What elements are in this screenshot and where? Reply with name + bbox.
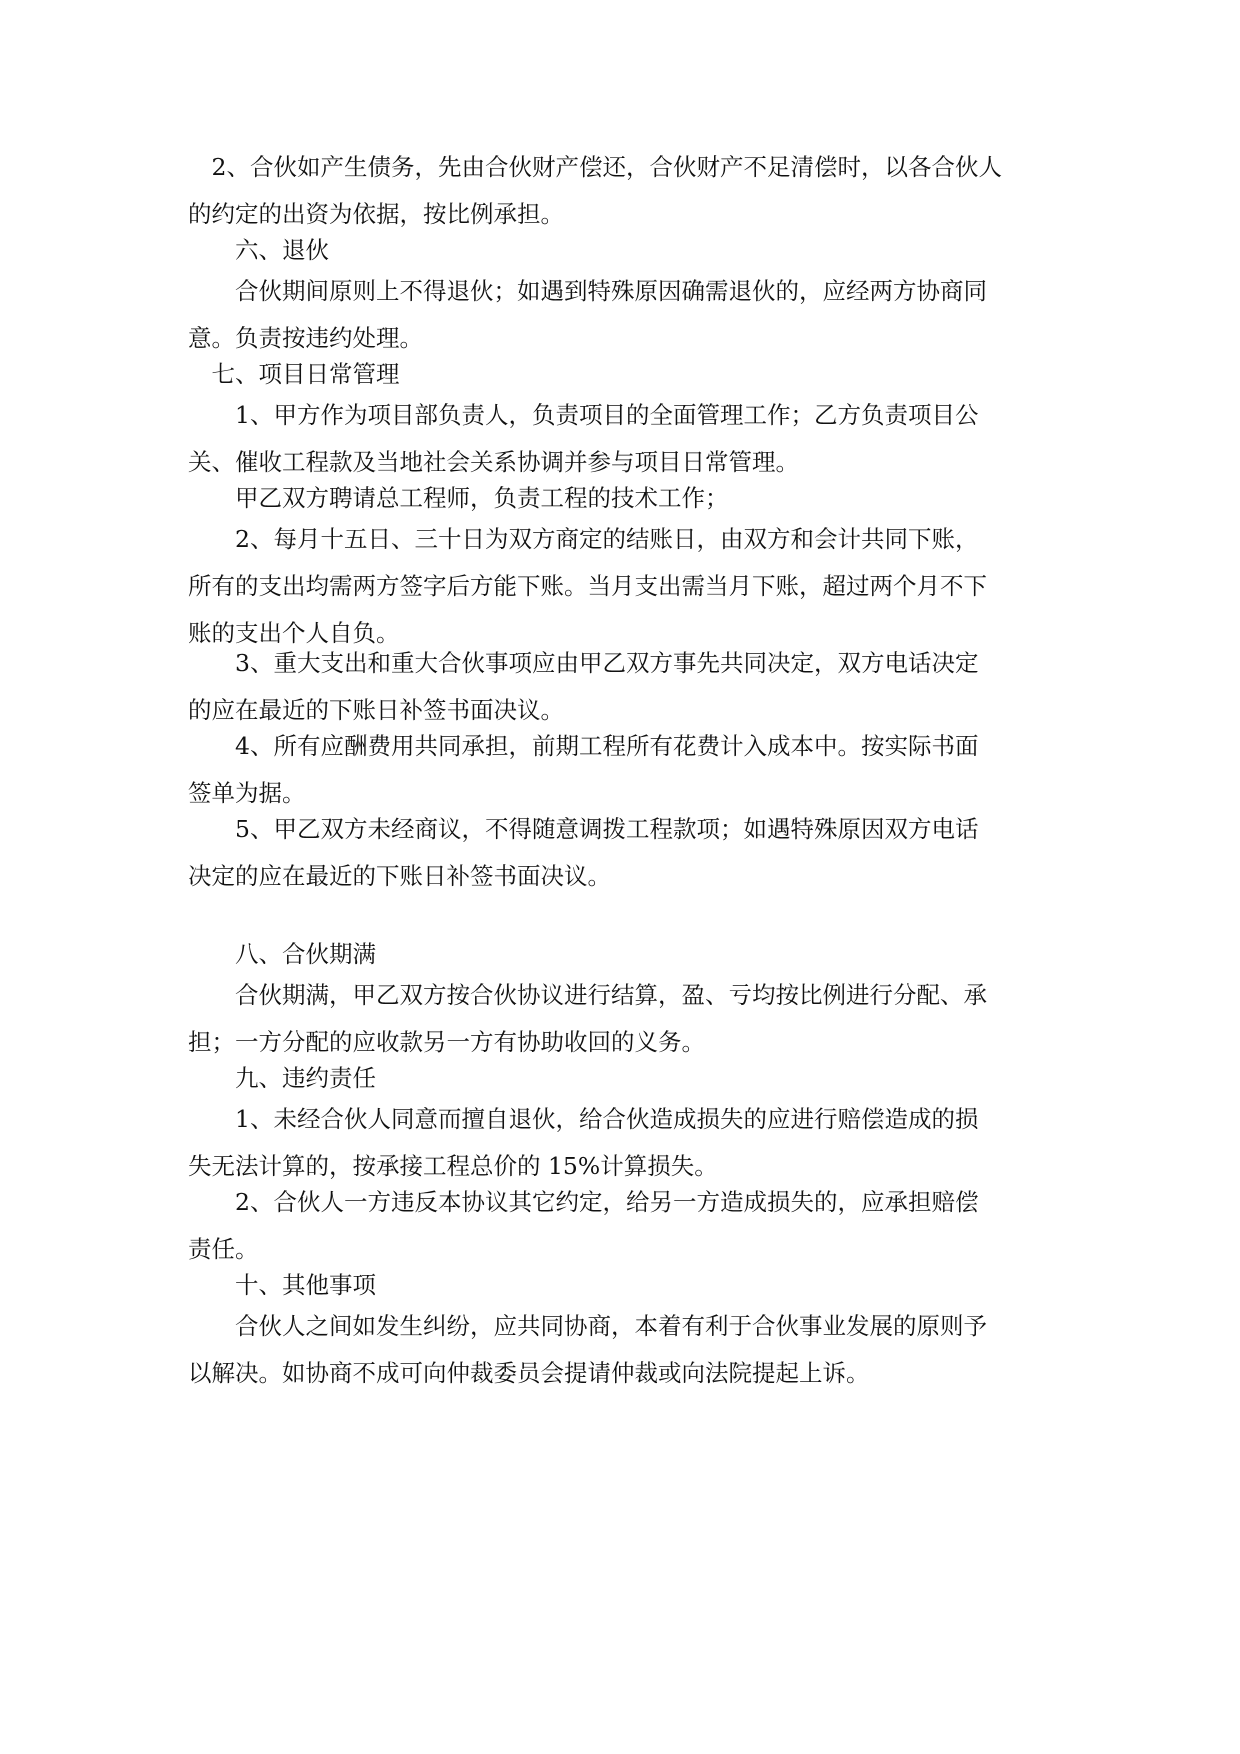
text-line: 4、所有应酬费用共同承担，前期工程所有花费计入成本中。按实际书面 (188, 732, 979, 760)
text-line: 失无法计算的，按承接工程总价的 15%计算损失。 (188, 1152, 718, 1180)
text-line: 1、未经合伙人同意而擅自退伙，给合伙造成损失的应进行赔偿造成的损 (188, 1105, 979, 1133)
text-line: 关、催收工程款及当地社会关系协调并参与项目日常管理。 (188, 448, 799, 476)
section-heading-other-matters (188, 1262, 1058, 1309)
paragraph-term-expiry (188, 972, 1058, 1066)
paragraph-management-3 (188, 640, 1058, 734)
text-line: 的应在最近的下账日补签书面决议。 (188, 696, 564, 724)
text-line: 签单为据。 (188, 779, 306, 807)
text-line: 2、合伙人一方违反本协议其它约定，给另一方造成损失的，应承担赔偿 (188, 1188, 979, 1216)
text-line: 2、每月十五日、三十日为双方商定的结账日，由双方和会计共同下账， (188, 525, 979, 553)
text-line: 合伙期满，甲乙双方按合伙协议进行结算，盈、亏均按比例进行分配、承 (188, 981, 987, 1009)
text-line: 的约定的出资为依据，按比例承担。 (188, 200, 564, 228)
paragraph-management-2 (188, 516, 1058, 657)
text-line: 账的支出个人自负。 (188, 619, 400, 647)
text-line: 十、其他事项 (188, 1271, 376, 1299)
text-line: 决定的应在最近的下账日补签书面决议。 (188, 862, 611, 890)
text-line: 担；一方分配的应收款另一方有协助收回的义务。 (188, 1028, 705, 1056)
text-line: 1、甲方作为项目部负责人，负责项目的全面管理工作；乙方负责项目公 (188, 401, 979, 429)
text-line: 2、合伙如产生债务，先由合伙财产偿还，合伙财产不足清偿时，以各合伙人 (188, 153, 1002, 181)
paragraph-chief-engineer (188, 475, 1058, 522)
section-heading-management (188, 351, 1058, 398)
paragraph-liability-1 (188, 1096, 1058, 1190)
text-line: 5、甲乙双方未经商议，不得随意调拨工程款项；如遇特殊原因双方电话 (188, 815, 979, 843)
paragraph-other-matters (188, 1303, 1058, 1397)
section-heading-withdrawal (188, 227, 1058, 274)
paragraph-management-1 (188, 392, 1058, 486)
text-line: 七、项目日常管理 (188, 360, 400, 388)
section-heading-liability (188, 1055, 1058, 1102)
text-line: 意。负责按违约处理。 (188, 324, 423, 352)
paragraph-debt-clause (188, 144, 1058, 238)
text-line: 责任。 (188, 1235, 259, 1263)
paragraph-withdrawal (188, 268, 1058, 362)
section-heading-term-expiry (188, 931, 1058, 978)
text-line: 八、合伙期满 (188, 940, 376, 968)
text-line: 所有的支出均需两方签字后方能下账。当月支出需当月下账，超过两个月不下 (188, 572, 987, 600)
text-line: 3、重大支出和重大合伙事项应由甲乙双方事先共同决定，双方电话决定 (188, 649, 979, 677)
text-line: 合伙期间原则上不得退伙；如遇到特殊原因确需退伙的，应经两方协商同 (188, 277, 987, 305)
paragraph-management-5 (188, 806, 1058, 900)
text-line: 合伙人之间如发生纠纷，应共同协商，本着有利于合伙事业发展的原则予 (188, 1312, 987, 1340)
paragraph-liability-2 (188, 1179, 1058, 1273)
paragraph-management-4 (188, 723, 1058, 817)
text-line: 以解决。如协商不成可向仲裁委员会提请仲裁或向法院提起上诉。 (188, 1359, 870, 1387)
text-line: 九、违约责任 (188, 1064, 376, 1092)
text-line: 六、退伙 (188, 236, 329, 264)
text-line: 甲乙双方聘请总工程师，负责工程的技术工作； (188, 484, 729, 512)
